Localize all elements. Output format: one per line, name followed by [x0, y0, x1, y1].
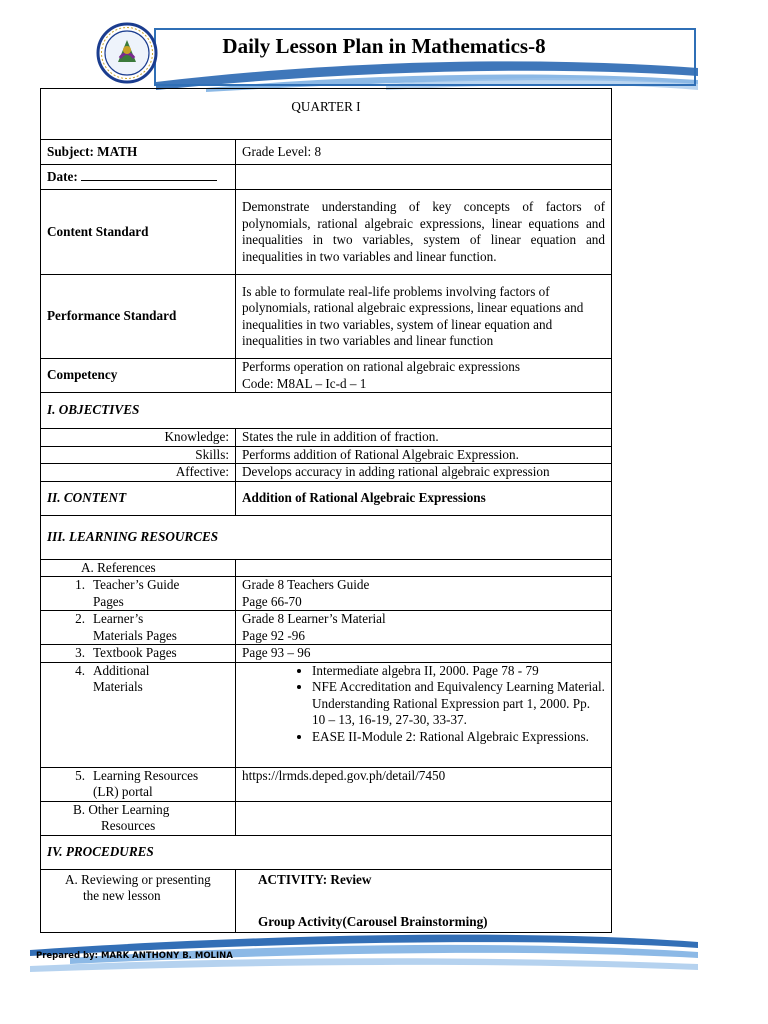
knowledge-label: Knowledge:	[41, 429, 236, 447]
competency-row	[41, 359, 612, 393]
references-value	[236, 559, 612, 577]
teachers-guide-label-pages: Pages	[93, 593, 124, 609]
content-standard-text: Demonstrate understanding of key concepts of factors of polynomials, rational algebraic expressions, linear equations and inequalities in two variables, system of linear equation and inequalities in two variables and linear function.	[236, 190, 612, 275]
performance-standard-row	[41, 275, 612, 359]
knowledge-row	[41, 429, 612, 447]
references-label: A. References	[41, 559, 236, 577]
lesson-plan-table	[40, 88, 612, 933]
affective-label: Affective:	[41, 464, 236, 482]
performance-standard-label: Performance Standard	[41, 275, 236, 359]
lr-portal-row	[41, 767, 612, 801]
date-row	[41, 165, 612, 190]
additional-materials-list-cell	[236, 662, 612, 767]
learning-resources-heading-row	[41, 515, 612, 559]
prepared-by-label: Prepared by:	[36, 951, 99, 961]
competency-label: Competency	[41, 359, 236, 393]
learners-material-title: Grade 8 Learner’s Material	[242, 611, 386, 626]
subject-label: Subject: MATH	[41, 140, 236, 165]
references-row	[41, 559, 612, 577]
review-label: A. Reviewing or presenting	[65, 871, 211, 887]
additional-materials-number: 4.	[75, 662, 85, 678]
additional-materials-row	[41, 662, 612, 767]
grade-level: Grade Level: 8	[236, 140, 612, 165]
teachers-guide-pages: Page 66-70	[242, 593, 302, 609]
date-cell	[41, 165, 236, 190]
date-blank-line	[81, 168, 217, 181]
lr-portal-link[interactable]: https://lrmds.deped.gov.ph/detail/7450	[236, 767, 612, 801]
learners-material-label-cell	[41, 611, 236, 645]
skills-row	[41, 446, 612, 464]
additional-materials-label-2: Materials	[93, 679, 143, 694]
textbook-pages: Page 93 – 96	[236, 645, 612, 663]
textbook-row	[41, 645, 612, 663]
procedures-heading: IV. PROCEDURES	[41, 835, 612, 869]
objectives-heading: I. OBJECTIVES	[41, 393, 612, 429]
subject-row	[41, 140, 612, 165]
learners-material-label-pages: Materials Pages	[93, 627, 177, 643]
activity-title: ACTIVITY: Review	[258, 871, 372, 887]
content-row	[41, 481, 612, 515]
other-resources-row	[41, 801, 612, 835]
learners-material-value-cell	[236, 611, 612, 645]
additional-material-item: • Intermediate algebra II, 2000. Page 78 - 79	[312, 663, 605, 680]
content-heading: II. CONTENT	[41, 481, 236, 515]
learners-material-number: 2.	[75, 611, 85, 626]
affective-text: Develops accuracy in adding rational algebraic expression	[236, 464, 612, 482]
teachers-guide-value-cell	[236, 577, 612, 611]
other-resources-label-cell	[41, 801, 236, 835]
date-label: Date:	[47, 169, 78, 185]
document-title: Daily Lesson Plan in Mathematics-8	[222, 34, 546, 58]
date-value-cell	[236, 165, 612, 190]
teachers-guide-label-cell	[41, 577, 236, 611]
review-activity-cell	[236, 869, 612, 932]
additional-materials-label-cell	[41, 662, 236, 767]
textbook-label: Textbook Pages	[93, 645, 177, 660]
learners-material-pages: Page 92 -96	[242, 627, 305, 643]
competency-cell	[236, 359, 612, 393]
textbook-label-cell	[41, 645, 236, 663]
quarter-row	[41, 89, 612, 140]
teachers-guide-title: Grade 8 Teachers Guide	[242, 577, 370, 592]
affective-row	[41, 464, 612, 482]
quarter-heading: QUARTER I	[41, 89, 612, 140]
procedures-heading-row	[41, 835, 612, 869]
content-standard-label: Content Standard	[41, 190, 236, 275]
review-row	[41, 869, 612, 932]
skills-text: Performs addition of Rational Algebraic Expression.	[236, 446, 612, 464]
additional-materials-list	[242, 663, 605, 746]
prepared-by	[36, 951, 233, 961]
additional-material-item: • NFE Accreditation and Equivalency Learning Material. Understanding Rational Expression part 1, 2000. Pp. 10 – 13, 16-19, 27-30, 33-37.	[312, 679, 605, 729]
lr-portal-label: Learning Resources	[93, 767, 199, 783]
lr-portal-label-cell	[41, 767, 236, 801]
objectives-heading-row	[41, 393, 612, 429]
knowledge-text: States the rule in addition of fraction.	[236, 429, 612, 447]
teachers-guide-row	[41, 577, 612, 611]
review-label-2: the new lesson	[83, 888, 161, 903]
additional-materials-label: Additional	[93, 662, 150, 678]
additional-material-item: • EASE II-Module 2: Rational Algebraic Expressions.	[312, 729, 605, 746]
skills-label: Skills:	[41, 446, 236, 464]
teachers-guide-label: Teacher’s Guide	[93, 577, 180, 592]
learning-resources-heading: III. LEARNING RESOURCES	[41, 515, 612, 559]
content-standard-row	[41, 190, 612, 275]
preparer-name: MARK ANTHONY B. MOLINA	[101, 951, 233, 961]
lr-portal-number: 5.	[75, 767, 85, 783]
other-resources-label-2: Resources	[101, 818, 156, 833]
learners-material-row	[41, 611, 612, 645]
learners-material-label: Learner’s	[93, 611, 144, 626]
teachers-guide-number: 1.	[75, 577, 85, 592]
competency-code: Code: M8AL – Ic-d – 1	[242, 375, 367, 391]
school-seal-logo	[96, 22, 158, 84]
other-resources-label: B. Other Learning	[73, 801, 170, 817]
group-activity: Group Activity(Carousel Brainstorming)	[258, 914, 488, 929]
other-resources-value	[236, 801, 612, 835]
lr-portal-label-2: (LR) portal	[93, 784, 153, 799]
competency-text: Performs operation on rational algebraic expressions	[242, 359, 520, 374]
textbook-number: 3.	[75, 645, 85, 660]
performance-standard-text: Is able to formulate real-life problems involving factors of polynomials, rational algebraic expressions, linear equations and inequalities in two variables, system of linear equation and inequalities in two variables and linear function	[236, 275, 612, 359]
content-text: Addition of Rational Algebraic Expressions	[236, 481, 612, 515]
review-label-cell	[41, 869, 236, 932]
